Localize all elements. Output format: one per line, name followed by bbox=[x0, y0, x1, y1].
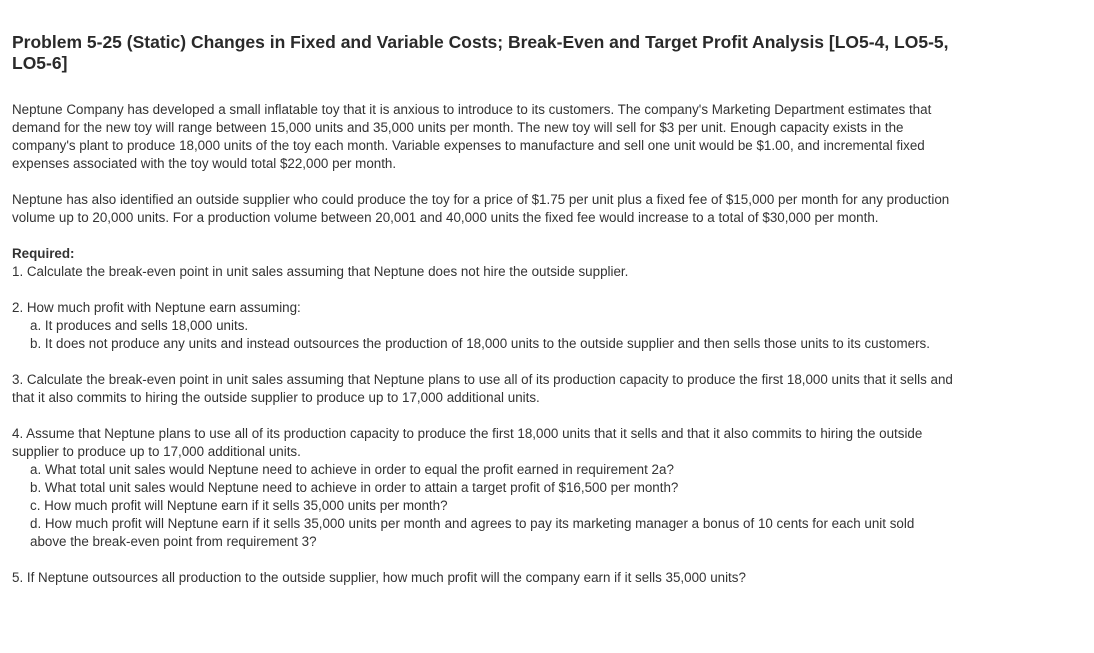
requirement-5 bbox=[12, 569, 957, 587]
requirement-4d: d. How much profit will Neptune earn if it sells 35,000 units per month and agrees to pay its marketing manager a bonus of 10 cents for each unit sold above the break-even point from requirement 3? bbox=[30, 516, 915, 549]
intro-paragraph: Neptune Company has developed a small inflatable toy that it is anxious to introduce to its customers. The company's Marketing Department estimates that demand for the new toy will range between 15,000 units and 35,000 units per month. The new toy will sell for $3 per unit. Enough capacity exists in the company's plant to produce 18,000 units of the toy each month. Variable expenses to manufacture and sell one unit would be $1.00, and incremental fixed expenses associated with the toy would total $22,000 per month. bbox=[12, 102, 932, 171]
requirement-2b: b. It does not produce any units and instead outsources the production of 18,000 units to the outside supplier and then sells those units to its customers. bbox=[30, 336, 930, 351]
requirement-4a: a. What total unit sales would Neptune need to achieve in order to equal the profit earned in requirement 2a? bbox=[30, 462, 674, 477]
requirement-2a: a. It produces and sells 18,000 units. bbox=[30, 318, 249, 333]
requirement-1 bbox=[12, 263, 957, 281]
requirement-2 bbox=[12, 299, 957, 353]
supplier-paragraph: Neptune has also identified an outside supplier who could produce the toy for a price of $1.75 per unit plus a fixed fee of $15,000 per month for any production volume up to 20,000 units. For a production volume between 20,001 and 40,000 units the fixed fee would increase to a total of $30,000 per month. bbox=[12, 192, 950, 225]
requirement-4b: b. What total unit sales would Neptune need to achieve in order to attain a target profit of $16,500 per month? bbox=[30, 480, 679, 495]
requirement-text: 5. If Neptune outsources all production to the outside supplier, how much profit will the company earn if it sells 35,000 units? bbox=[12, 570, 746, 585]
requirement-text: 2. How much profit with Neptune earn assuming: bbox=[12, 300, 301, 315]
problem-title: Problem 5-25 (Static) Changes in Fixed and Variable Costs; Break-Even and Target Profit Analysis [LO5-4, LO5-5, LO5-6] bbox=[12, 32, 949, 73]
requirement-4c: c. How much profit will Neptune earn if it sells 35,000 units per month? bbox=[30, 498, 448, 513]
requirement-4 bbox=[12, 425, 957, 551]
requirement-text: 4. Assume that Neptune plans to use all of its production capacity to produce the first 18,000 units that it sells and that it also commits to hiring the outside supplier to produce up to 17,000 additional units. bbox=[12, 426, 923, 459]
required-label: Required: bbox=[12, 246, 75, 261]
requirement-text: 1. Calculate the break-even point in unit sales assuming that Neptune does not hire the outside supplier. bbox=[12, 264, 629, 279]
requirement-text: 3. Calculate the break-even point in unit sales assuming that Neptune plans to use all of its production capacity to produce the first 18,000 units that it sells and that it also commits to hiring the outside supplier to produce up to 17,000 additional units. bbox=[12, 372, 953, 405]
requirement-3 bbox=[12, 371, 957, 407]
